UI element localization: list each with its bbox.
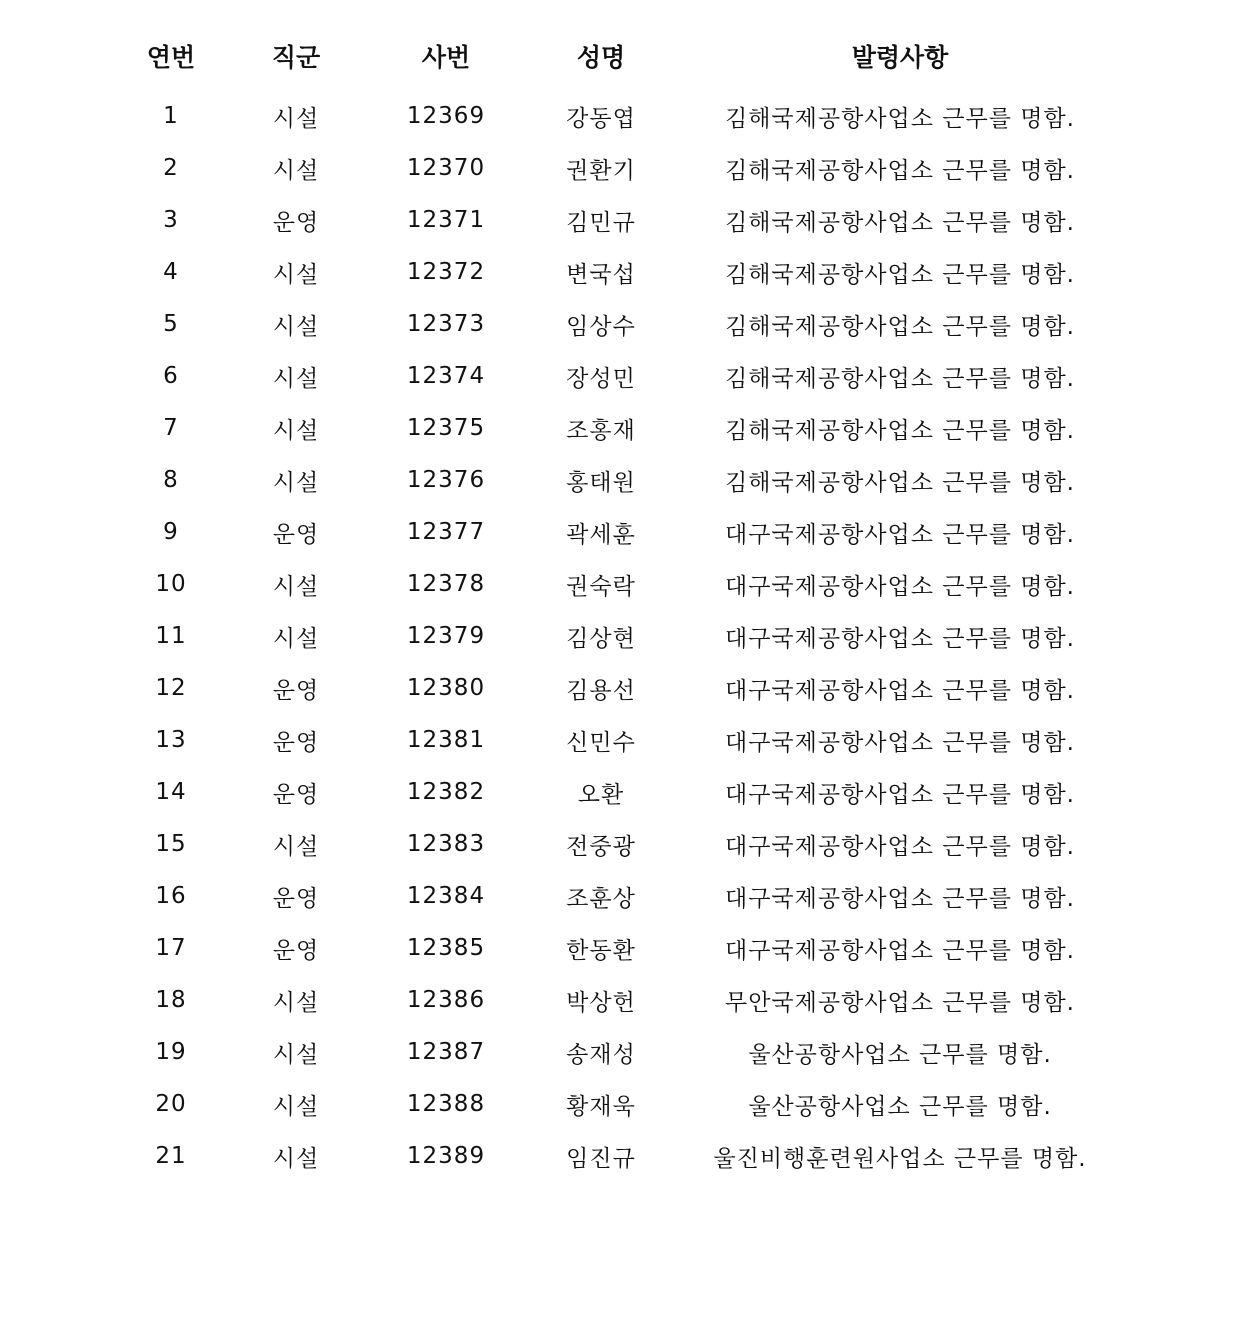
cell-name: 김상현 bbox=[566, 625, 636, 652]
table-row bbox=[110, 246, 1130, 298]
cell-job-group: 운영 bbox=[272, 885, 320, 912]
cell-no: 18 bbox=[155, 987, 187, 1013]
cell-employee-id: 12370 bbox=[406, 155, 486, 181]
cell-job-group: 운영 bbox=[272, 521, 320, 548]
cell-employee-id: 12374 bbox=[406, 363, 486, 389]
table-row bbox=[110, 714, 1130, 766]
cell-job-group: 시설 bbox=[272, 261, 320, 288]
cell-appointment: 김해국제공항사업소 근무를 명함. bbox=[725, 313, 1075, 340]
table-row bbox=[110, 350, 1130, 402]
cell-no: 19 bbox=[155, 1039, 187, 1065]
table-row bbox=[110, 870, 1130, 922]
cell-appointment: 김해국제공항사업소 근무를 명함. bbox=[725, 209, 1075, 236]
cell-no: 20 bbox=[155, 1091, 187, 1117]
cell-no: 1 bbox=[163, 103, 179, 129]
cell-appointment: 대구국제공항사업소 근무를 명함. bbox=[725, 781, 1075, 808]
cell-no: 9 bbox=[163, 519, 179, 545]
table-row bbox=[110, 662, 1130, 714]
table-header-row bbox=[110, 28, 1130, 84]
cell-employee-id: 12383 bbox=[406, 831, 486, 857]
cell-job-group: 시설 bbox=[272, 105, 320, 132]
cell-employee-id: 12387 bbox=[406, 1039, 486, 1065]
cell-employee-id: 12376 bbox=[406, 467, 486, 493]
cell-no: 2 bbox=[163, 155, 179, 181]
cell-employee-id: 12373 bbox=[406, 311, 486, 337]
cell-appointment: 김해국제공항사업소 근무를 명함. bbox=[725, 261, 1075, 288]
cell-employee-id: 12377 bbox=[406, 519, 486, 545]
cell-appointment: 대구국제공항사업소 근무를 명함. bbox=[725, 677, 1075, 704]
appointment-table bbox=[110, 28, 1130, 1182]
cell-job-group: 시설 bbox=[272, 989, 320, 1016]
cell-name: 장성민 bbox=[566, 365, 636, 392]
cell-job-group: 시설 bbox=[272, 157, 320, 184]
cell-no: 4 bbox=[163, 259, 179, 285]
table-row bbox=[110, 974, 1130, 1026]
table-row bbox=[110, 558, 1130, 610]
cell-job-group: 시설 bbox=[272, 625, 320, 652]
cell-employee-id: 12369 bbox=[406, 103, 486, 129]
cell-name: 황재욱 bbox=[566, 1093, 636, 1120]
cell-job-group: 시설 bbox=[272, 417, 320, 444]
cell-no: 15 bbox=[155, 831, 187, 857]
table-row bbox=[110, 194, 1130, 246]
cell-employee-id: 12375 bbox=[406, 415, 486, 441]
cell-appointment: 대구국제공항사업소 근무를 명함. bbox=[725, 625, 1075, 652]
table-row bbox=[110, 506, 1130, 558]
cell-employee-id: 12380 bbox=[406, 675, 486, 701]
cell-appointment: 김해국제공항사업소 근무를 명함. bbox=[725, 157, 1075, 184]
cell-employee-id: 12371 bbox=[406, 207, 486, 233]
cell-job-group: 시설 bbox=[272, 1041, 320, 1068]
cell-job-group: 시설 bbox=[272, 833, 320, 860]
table-row bbox=[110, 454, 1130, 506]
cell-job-group: 운영 bbox=[272, 677, 320, 704]
cell-no: 7 bbox=[163, 415, 179, 441]
header-name: 성명 bbox=[576, 43, 626, 72]
cell-job-group: 운영 bbox=[272, 209, 320, 236]
cell-no: 14 bbox=[155, 779, 187, 805]
table-row bbox=[110, 298, 1130, 350]
header-employee-id: 사번 bbox=[421, 43, 471, 72]
cell-no: 12 bbox=[155, 675, 187, 701]
cell-appointment: 대구국제공항사업소 근무를 명함. bbox=[725, 833, 1075, 860]
cell-job-group: 운영 bbox=[272, 937, 320, 964]
cell-name: 한동환 bbox=[566, 937, 636, 964]
cell-job-group: 운영 bbox=[272, 781, 320, 808]
cell-job-group: 시설 bbox=[272, 1145, 320, 1172]
cell-employee-id: 12381 bbox=[406, 727, 486, 753]
table-row bbox=[110, 90, 1130, 142]
cell-no: 13 bbox=[155, 727, 187, 753]
cell-name: 권숙락 bbox=[566, 573, 636, 600]
cell-name: 변국섭 bbox=[566, 261, 636, 288]
cell-name: 전중광 bbox=[566, 833, 636, 860]
cell-no: 5 bbox=[163, 311, 179, 337]
cell-name: 임상수 bbox=[566, 313, 636, 340]
table-row bbox=[110, 818, 1130, 870]
cell-name: 송재성 bbox=[566, 1041, 636, 1068]
cell-employee-id: 12384 bbox=[406, 883, 486, 909]
table-row bbox=[110, 1078, 1130, 1130]
cell-name: 김용선 bbox=[566, 677, 636, 704]
cell-job-group: 시설 bbox=[272, 1093, 320, 1120]
cell-no: 3 bbox=[163, 207, 179, 233]
cell-name: 강동엽 bbox=[566, 105, 636, 132]
table-row bbox=[110, 1130, 1130, 1182]
cell-appointment: 대구국제공항사업소 근무를 명함. bbox=[725, 521, 1075, 548]
cell-appointment: 대구국제공항사업소 근무를 명함. bbox=[725, 573, 1075, 600]
cell-job-group: 시설 bbox=[272, 469, 320, 496]
cell-appointment: 김해국제공항사업소 근무를 명함. bbox=[725, 105, 1075, 132]
cell-appointment: 대구국제공항사업소 근무를 명함. bbox=[725, 729, 1075, 756]
cell-appointment: 대구국제공항사업소 근무를 명함. bbox=[725, 885, 1075, 912]
cell-name: 홍태원 bbox=[566, 469, 636, 496]
cell-name: 신민수 bbox=[566, 729, 636, 756]
cell-name: 조홍재 bbox=[566, 417, 636, 444]
cell-appointment: 울산공항사업소 근무를 명함. bbox=[748, 1093, 1052, 1120]
cell-employee-id: 12389 bbox=[406, 1143, 486, 1169]
cell-name: 박상헌 bbox=[566, 989, 636, 1016]
cell-job-group: 시설 bbox=[272, 365, 320, 392]
cell-name: 곽세훈 bbox=[566, 521, 636, 548]
cell-employee-id: 12372 bbox=[406, 259, 486, 285]
table-row bbox=[110, 402, 1130, 454]
header-job-group: 직군 bbox=[271, 43, 321, 72]
cell-name: 임진규 bbox=[566, 1145, 636, 1172]
cell-job-group: 운영 bbox=[272, 729, 320, 756]
cell-no: 17 bbox=[155, 935, 187, 961]
appointment-list bbox=[110, 28, 1130, 1182]
header-no: 연번 bbox=[146, 43, 196, 72]
cell-no: 8 bbox=[163, 467, 179, 493]
cell-employee-id: 12382 bbox=[406, 779, 486, 805]
table-row bbox=[110, 610, 1130, 662]
cell-name: 조훈상 bbox=[566, 885, 636, 912]
table-row bbox=[110, 922, 1130, 974]
cell-appointment: 김해국제공항사업소 근무를 명함. bbox=[725, 417, 1075, 444]
cell-name: 권환기 bbox=[566, 157, 636, 184]
cell-employee-id: 12385 bbox=[406, 935, 486, 961]
header-appointment: 발령사항 bbox=[851, 43, 949, 72]
table-row bbox=[110, 1026, 1130, 1078]
cell-appointment: 무안국제공항사업소 근무를 명함. bbox=[725, 989, 1075, 1016]
cell-job-group: 시설 bbox=[272, 573, 320, 600]
cell-no: 16 bbox=[155, 883, 187, 909]
cell-name: 김민규 bbox=[566, 209, 636, 236]
cell-appointment: 울산공항사업소 근무를 명함. bbox=[748, 1041, 1052, 1068]
cell-no: 10 bbox=[155, 571, 187, 597]
cell-appointment: 대구국제공항사업소 근무를 명함. bbox=[725, 937, 1075, 964]
cell-employee-id: 12378 bbox=[406, 571, 486, 597]
table-row bbox=[110, 142, 1130, 194]
cell-no: 6 bbox=[163, 363, 179, 389]
cell-appointment: 김해국제공항사업소 근무를 명함. bbox=[725, 365, 1075, 392]
cell-name: 오환 bbox=[577, 781, 625, 808]
cell-no: 21 bbox=[155, 1143, 187, 1169]
cell-no: 11 bbox=[155, 623, 187, 649]
table-row bbox=[110, 766, 1130, 818]
cell-appointment: 울진비행훈련원사업소 근무를 명함. bbox=[713, 1145, 1087, 1172]
cell-employee-id: 12379 bbox=[406, 623, 486, 649]
cell-employee-id: 12386 bbox=[406, 987, 486, 1013]
cell-job-group: 시설 bbox=[272, 313, 320, 340]
cell-employee-id: 12388 bbox=[406, 1091, 486, 1117]
cell-appointment: 김해국제공항사업소 근무를 명함. bbox=[725, 469, 1075, 496]
